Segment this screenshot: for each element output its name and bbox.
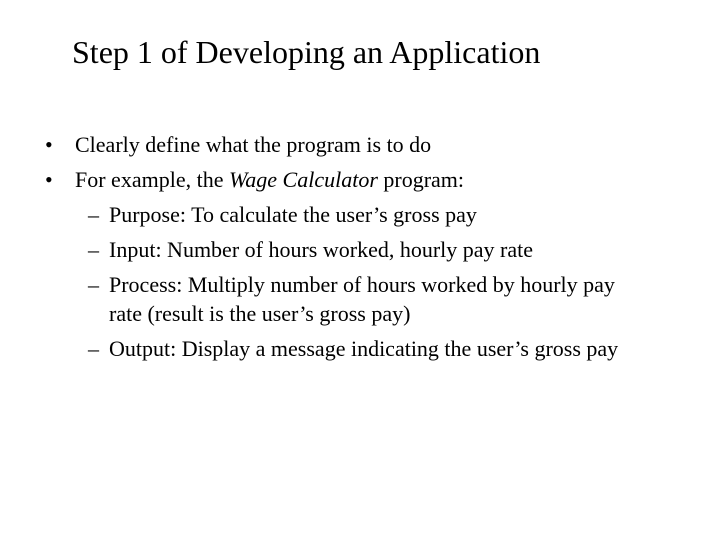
bullet-marker: • bbox=[45, 132, 53, 157]
subbullet-text: Purpose: To calculate the user’s gross pay bbox=[109, 202, 477, 227]
bullet-marker: • bbox=[45, 167, 53, 192]
dash-marker: – bbox=[88, 272, 99, 297]
subbullet-text: Output: Display a message indicating the user’s gross pay bbox=[109, 336, 619, 361]
dash-marker: – bbox=[88, 237, 99, 262]
bullet-text bbox=[75, 167, 464, 193]
subbullet-text: Input: Number of hours worked, hourly pay rate bbox=[109, 237, 534, 262]
subbullet-text: Process: Multiply number of hours worked by hourly pay bbox=[109, 272, 615, 297]
bullet-text-after: program: bbox=[377, 167, 465, 192]
subbullet-text-continued: rate (result is the user’s gross pay) bbox=[109, 301, 411, 326]
program-name: Wage Calculator bbox=[228, 167, 378, 192]
bullet-text-before: For example, the bbox=[75, 167, 229, 192]
slide-title: Step 1 of Developing an Application bbox=[72, 34, 541, 70]
dash-marker: – bbox=[88, 336, 99, 361]
bullet-text: Clearly define what the program is to do bbox=[75, 132, 432, 157]
dash-marker: – bbox=[88, 202, 99, 227]
